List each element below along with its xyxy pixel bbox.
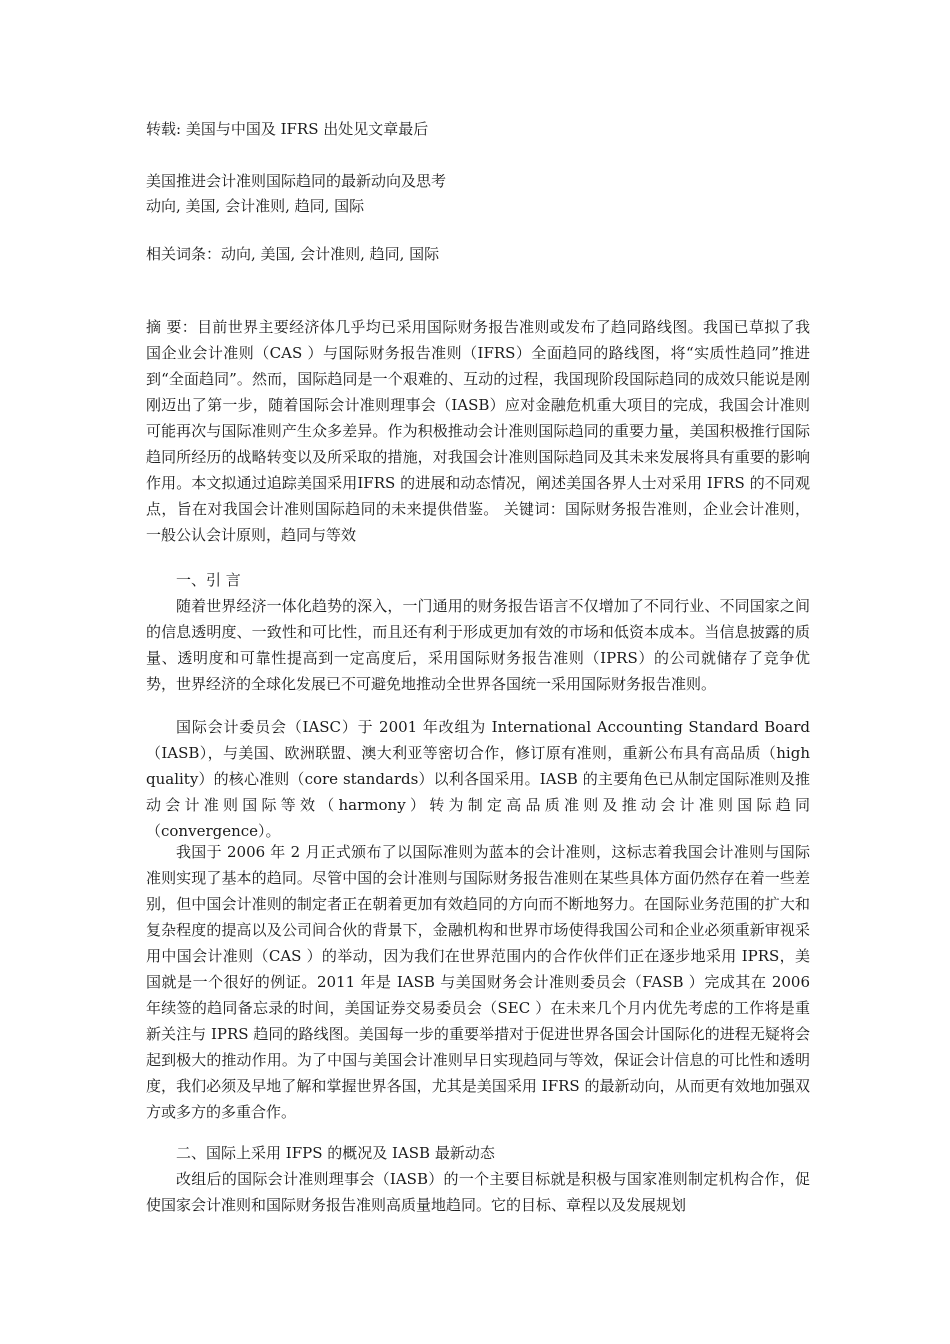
article-title: 美国推进会计准则国际趋同的最新动向及思考 — [146, 172, 447, 190]
section2-paragraph-1: 改组后的国际会计准则理事会（IASB）的一个主要目标就是积极与国家准则制定机构合作，促使国家会计准则和国际财务报告准则高质量地趋同。它的目标、章程以及发展规划 — [146, 1170, 810, 1214]
repost-line: 转载: 美国与中国及 IFRS 出处见文章最后 — [146, 120, 429, 138]
intro-paragraph-1: 随着世界经济一体化趋势的深入，一门通用的财务报告语言不仅增加了不同行业、不同国家之间的信息透明度、一致性和可比性，而且还有利于形成更加有效的市场和低资本成本。当信息披露的质量、透明度和可靠性提高到一定高度后，采用国际财务报告准则（IPRS）的公司就储存了竞争优势，世界经济的全球化发展已不可避免地推动全世界各国统一采用国际财务报告准则。 — [146, 597, 810, 693]
intro-paragraph-3: 我国于 2006 年 2 月正式颁布了以国际准则为蓝本的会计准则，这标志着我国会计准则与国际准则实现了基本的趋同。尽管中国的会计准则与国际财务报告准则在某些具体方面仍然存在着一些差别，但中国会计准则的制定者正在朝着更加有效趋同的方向而不断地努力。在国际业务范围的扩大和复杂程度的提高以及公司间合伙的背景下，金融机构和世界市场使得我国公司和企业必须重新审视采用中国会计准则（CAS ）的举动，因为我们在世界范围内的合作伙伴们正在逐步地采用 IPRS，美国就是一个很好的例证。2011 年是 IASB 与美国财务会计准则委员会（FASB ）完成其在 2006 年续签的趋同备忘录的时间，美国证券交易委员会（SEC ）在未来几个月内优先考虑的工作将是重新关注与 IPRS 趋同的路线图。美国每一步的重要举措对于促进世界各国会计国际化的进程无疑将会起到极大的推动作用。为了中国与美国会计准则早日实现趋同与等效，保证会计信息的可比性和透明度，我们必须及早地了解和掌握世界各国，尤其是美国采用 IFRS 的最新动向，从而更有效地加强双方或多方的多重合作。 — [146, 843, 810, 1121]
abstract-paragraph: 摘 要：目前世界主要经济体几乎均已采用国际财务报告准则或发布了趋同路线图。我国已草拟了我国企业会计准则（CAS ）与国际财务报告准则（IFRS）全面趋同的路线图，将“实质性趋同”推进到“全面趋同”。然而，国际趋同是一个艰难的、互动的过程，我国现阶段国际趋同的成效只能说是刚刚迈出了第一步，随着国际会计准则理事会（IASB）应对金融危机重大项目的完成，我国会计准则可能再次与国际准则产生众多差异。作为积极推动会计准则国际趋同的重要力量，美国积极推行国际趋同所经历的战略转变以及所采取的措施，对我国会计准则国际趋同及其未来发展将具有重要的影响作用。本文拟通过追踪美国采用IFRS 的进展和动态情况，阐述美国各界人士对采用 IFRS 的不同观点，旨在对我国会计准则国际趋同的未来提供借鉴。 关键词：国际财务报告准则，企业会计准则，一般公认会计原则，趋同与等效 — [146, 318, 810, 544]
section-heading-intro: 一、引 言 — [176, 571, 241, 589]
related-terms: 相关词条：动向, 美国, 会计准则, 趋同, 国际 — [146, 245, 440, 263]
article-tags: 动向, 美国, 会计准则, 趋同, 国际 — [146, 197, 365, 215]
intro-paragraph-2: 国际会计委员会（IASC）于 2001 年改组为 International Accounting Standard Board（IASB），与美国、欧洲联盟、澳大利亚等密切合作，修订原有准则，重新公布具有高品质（high quality）的核心准则（core standards）以利各国采用。IASB 的主要角色已从制定国际准则及推动会计准则国际等效（harmony）转为制定高品质准则及推动会计准则国际趋同（convergence）。 — [146, 718, 810, 840]
section-heading-2: 二、国际上采用 IFPS 的概况及 IASB 最新动态 — [176, 1144, 495, 1162]
